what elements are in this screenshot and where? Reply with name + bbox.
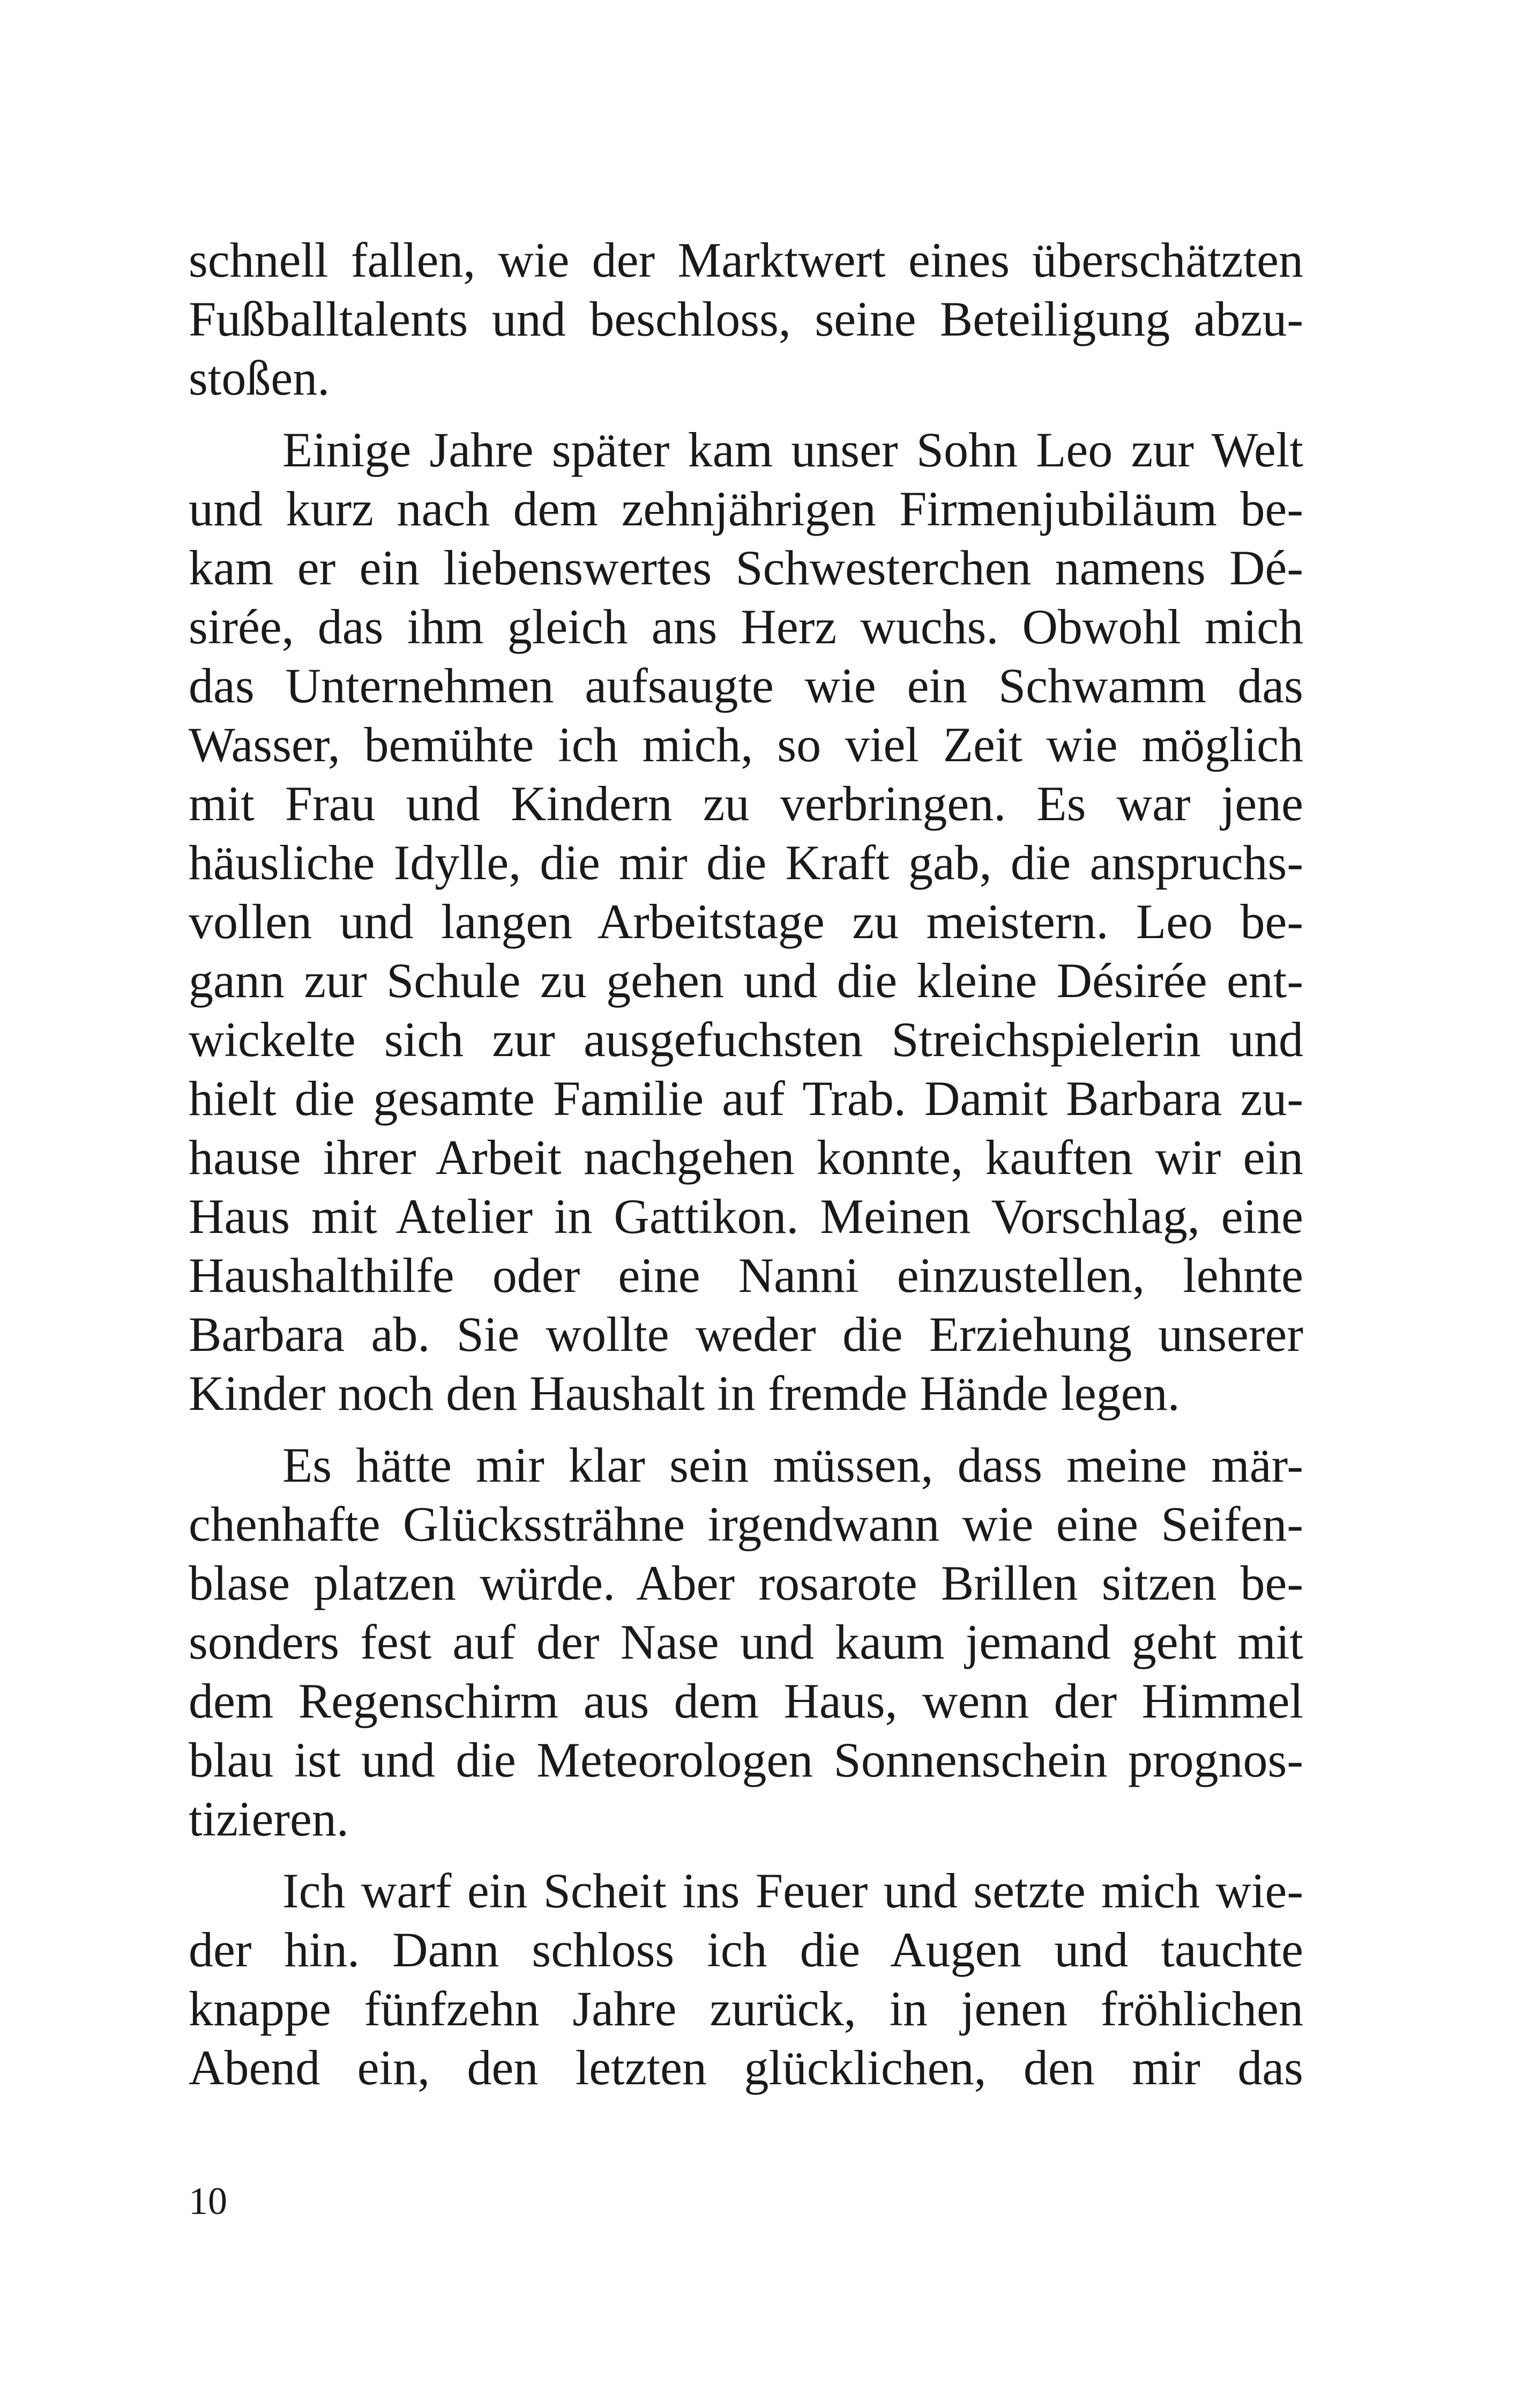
text-line: dem Regenschirm aus dem Haus, wenn der Himmel — [189, 1674, 1303, 1728]
text-line: knappe fünfzehn Jahre zurück, in jenen fröhlichen — [189, 1981, 1303, 2036]
text-line: sirée, das ihm gleich ans Herz wuchs. Obwohl mich — [189, 599, 1303, 654]
text-line: gann zur Schule zu gehen und die kleine Désirée ent- — [189, 953, 1303, 1008]
text-line: Barbara ab. Sie wollte weder die Erziehung unserer — [189, 1307, 1303, 1362]
text-line: und kurz nach dem zehnjährigen Firmenjubiläum be- — [189, 481, 1303, 536]
paragraph — [189, 420, 1303, 1423]
text-line: Abend ein, den letzten glücklichen, den mir das — [189, 2040, 1303, 2095]
text-line: tizieren. — [189, 1792, 349, 1846]
text-line: Haus mit Atelier in Gattikon. Meinen Vorschlag, eine — [189, 1189, 1303, 1244]
text-line: vollen und langen Arbeitstage zu meistern. Leo be- — [189, 894, 1303, 949]
text-line: häusliche Idylle, die mir die Kraft gab, die anspruchs- — [189, 835, 1303, 890]
paragraph — [189, 231, 1303, 407]
text-line: wickelte sich zur ausgefuchsten Streichspielerin und — [189, 1012, 1303, 1067]
page-number: 10 — [189, 2180, 227, 2223]
text-line: kam er ein liebenswertes Schwesterchen namens Dé- — [189, 540, 1303, 595]
text-line: Haushalthilfe oder eine Nanni einzustellen, lehnte — [189, 1248, 1303, 1303]
text-line: der hin. Dann schloss ich die Augen und tauchte — [189, 1922, 1303, 1977]
text-line: Fußballtalents und beschloss, seine Beteiligung abzu- — [189, 292, 1303, 346]
text-line: mit Frau und Kindern zu verbringen. Es war jene — [189, 776, 1303, 831]
text-line: schnell fallen, wie der Marktwert eines überschätzten — [189, 233, 1303, 287]
text-line: Einige Jahre später kam unser Sohn Leo zur Welt — [282, 422, 1303, 477]
text-line: hielt die gesamte Familie auf Trab. Damit Barbara zu- — [189, 1071, 1303, 1126]
paragraph — [189, 1436, 1303, 1848]
text-line: Wasser, bemühte ich mich, so viel Zeit wie möglich — [189, 717, 1303, 772]
text-line: Ich warf ein Scheit ins Feuer und setzte mich wie- — [282, 1863, 1303, 1918]
text-line: chenhafte Glückssträhne irgendwann wie eine Seifen- — [189, 1497, 1303, 1551]
text-line: sonders fest auf der Nase und kaum jemand geht mit — [189, 1615, 1303, 1669]
text-line: Es hätte mir klar sein müssen, dass meine mär- — [282, 1438, 1303, 1492]
text-line: blase platzen würde. Aber rosarote Brillen sitzen be- — [189, 1556, 1303, 1610]
text-line: stoßen. — [189, 351, 330, 405]
text-line: Kinder noch den Haushalt in fremde Hände legen. — [189, 1366, 1180, 1421]
text-line: das Unternehmen aufsaugte wie ein Schwamm das — [189, 658, 1303, 713]
text-line: hause ihrer Arbeit nachgehen konnte, kauften wir ein — [189, 1130, 1303, 1185]
text-line: blau ist und die Meteorologen Sonnenschein prognos- — [189, 1733, 1303, 1787]
body-text — [189, 231, 1303, 2097]
paragraph — [189, 1861, 1303, 2097]
